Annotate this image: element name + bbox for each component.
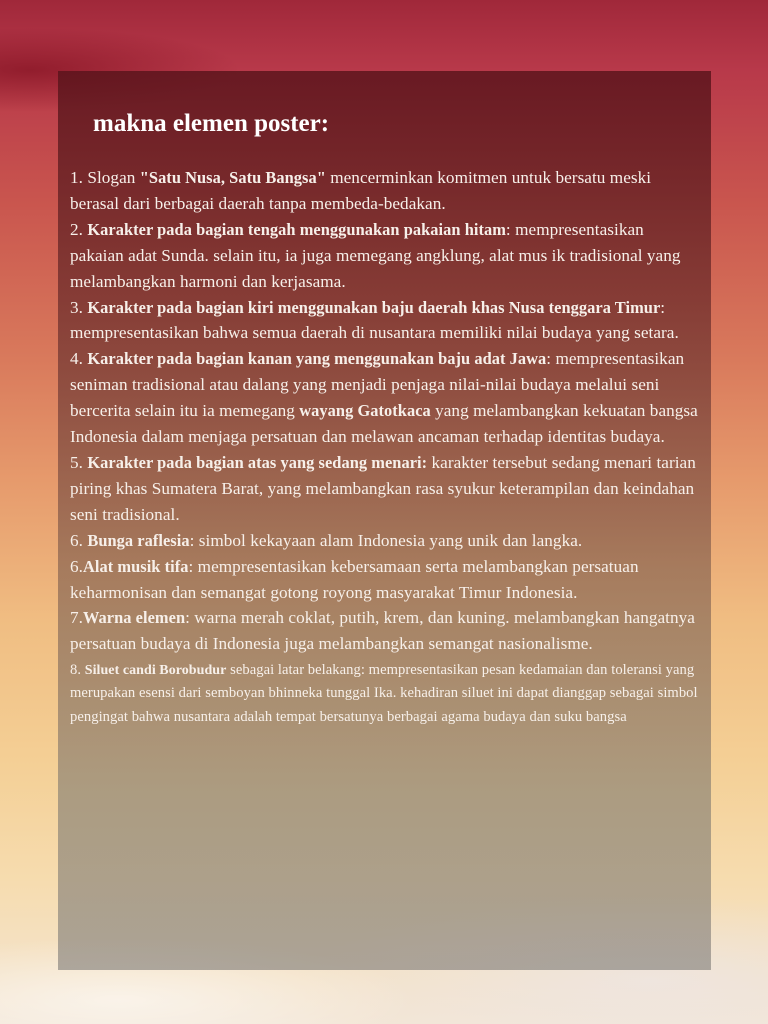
list-item: 8. Siluet candi Borobudur sebagai latar belakang: mempresentasikan pesan kedamaian dan toleransi yang merupakan esensi dari semboyan bhinneka tunggal Ika. kehadiran siluet ini dapat dianggap sebagai simbol pengingat bahwa nusantara adalah tempat bersatunya berbagai agama budaya dan suku bangsa [70,662,698,725]
list-item: 6. Bunga raflesia: simbol kekayaan alam Indonesia yang unik dan langka. [70,530,583,550]
list-item: 6.Alat musik tifa: mempresentasikan kebersamaan serta melambangkan persatuan keharmonisan dan semangat gotong royong masyarakat Timur Indonesia. [70,556,639,602]
list-item: 7.Warna elemen: warna merah coklat, putih, krem, dan kuning. melambangkan hangatnya persatuan budaya di Indonesia juga melambangkan semangat nasionalisme. [70,608,695,654]
list-item: 4. Karakter pada bagian kanan yang menggunakan baju adat Jawa: mempresentasikan seniman tradisional atau dalang yang menjadi penjaga nilai-nilai budaya melalui seni bercerita selain itu ia memegang wayang Gatotkaca yang melambangkan kekuatan bangsa Indonesia dalam menjaga persatuan dan melawan ancaman terhadap identitas budaya. [70,349,698,447]
list-item: 5. Karakter pada bagian atas yang sedang menari: karakter tersebut sedang menari tarian piring khas Sumatera Barat, yang melambangkan rasa syukur keterampilan dan keindahan seni tradisional. [70,452,696,524]
list-item: 3. Karakter pada bagian kiri menggunakan baju daerah khas Nusa tenggara Timur: mempresentasikan bahwa semua daerah di nusantara memiliki nilai budaya yang setara. [70,297,679,343]
list-item: 2. Karakter pada bagian tengah menggunakan pakaian hitam: mempresentasikan pakaian adat Sunda. selain itu, ia juga memegang angklung, alat mus ik tradisional yang melambangkan harmoni dan kerjasama. [70,219,681,291]
text-panel [58,71,711,970]
element-list [70,165,699,729]
poster-title: makna elemen poster: [93,110,330,137]
list-item: 1. Slogan "Satu Nusa, Satu Bangsa" mencerminkan komitmen untuk bersatu meski berasal dari berbagai daerah tanpa membeda-bedakan. [70,168,652,213]
